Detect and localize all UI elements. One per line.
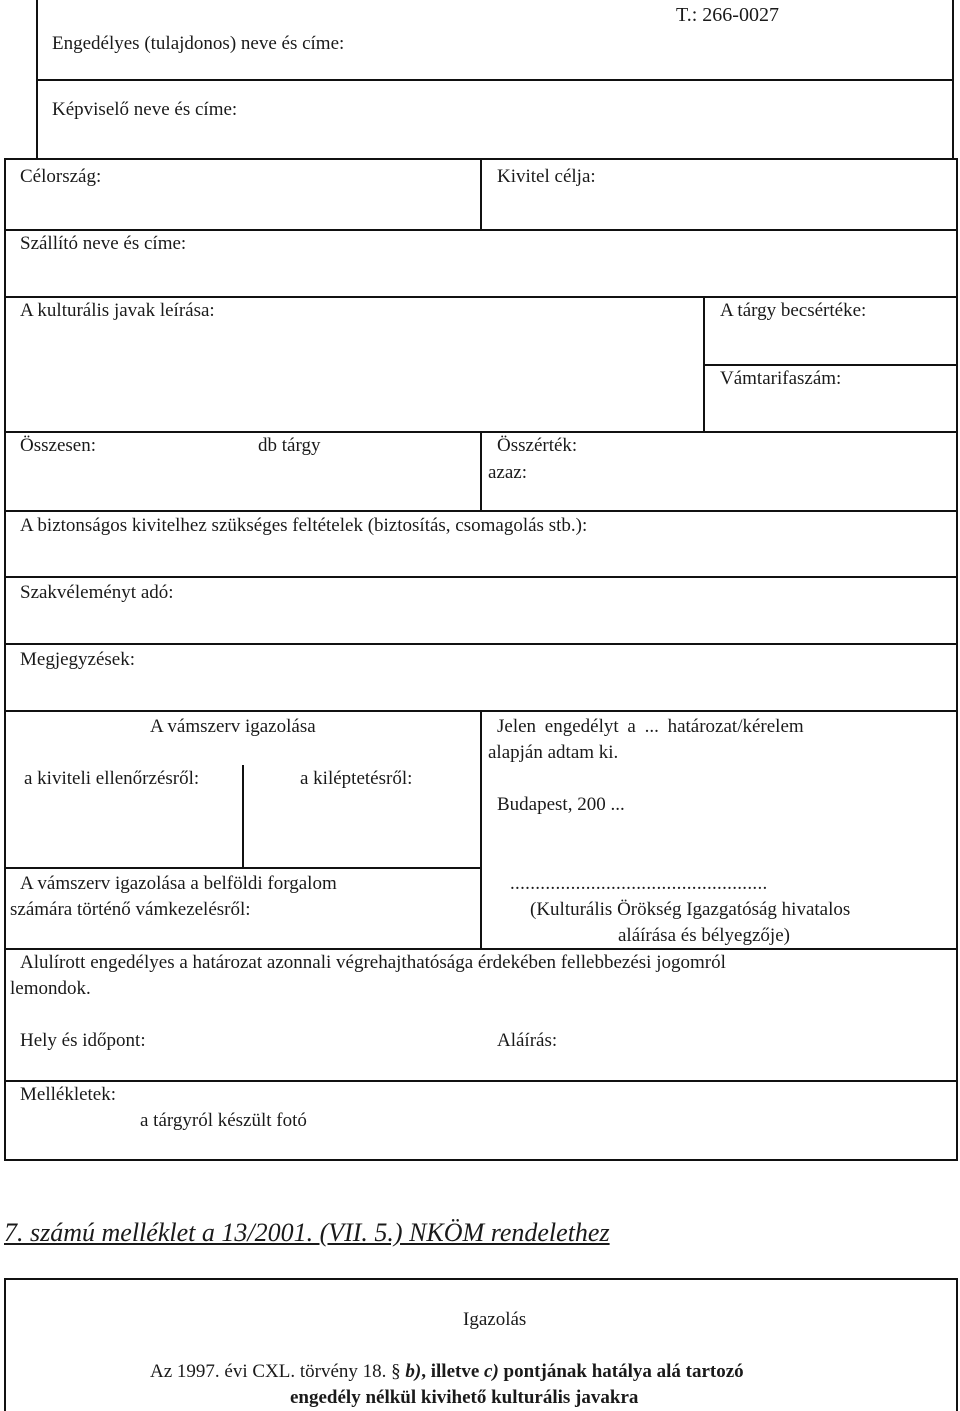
waiver-line-2: lemondok. [10,978,91,999]
total-label: Összesen: [20,435,96,456]
description-label: A kulturális javak leírása: [20,300,215,321]
law-reference: Az 1997. évi CXL. törvény 18. § [150,1361,406,1382]
row-divider-11 [4,948,958,950]
point-b: b) [405,1361,422,1382]
border-right-main [956,158,958,1161]
row-divider-3 [4,229,958,231]
col-divider-customs [480,710,482,950]
row-divider-12 [4,1080,958,1082]
export-check-label: a kiviteli ellenőrzésről: [24,768,200,789]
export-purpose-label: Kivitel célja: [497,166,596,187]
carrier-label: Szállító neve és címe: [20,233,187,254]
annex-law-line-1 [150,1361,744,1383]
annex-cert-title: Igazolás [463,1309,527,1330]
row-divider-7 [4,576,958,578]
law-conjunction: , illetve [421,1361,485,1382]
domestic-cert-line-2: számára történő vámkezelésről: [10,899,251,920]
expert-label: Szakvéleményt adó: [20,582,174,603]
col-divider-destination [480,158,482,230]
row-divider-10 [4,867,482,869]
place-time-label: Hely és időpont: [20,1030,146,1051]
customs-code-label: Vámtarifaszám: [720,368,842,389]
annex-box-left [4,1278,6,1411]
licensee-label: Engedélyes (tulajdonos) neve és címe: [52,33,345,54]
signature-caption-1: (Kulturális Örökség Igazgatóság hivatalos [530,899,851,920]
representative-label: Képviselő neve és címe: [52,99,238,120]
signature-caption-2: aláírása és bélyegzője) [618,925,790,946]
border-bottom-main [4,1159,958,1161]
pieces-label: db tárgy [258,435,321,456]
attachments-label: Mellékletek: [20,1084,117,1105]
safety-conditions-label: A biztonságos kivitelhez szükséges feltételek (biztosítás, csomagolás stb.): [20,515,588,536]
phone-number: T.: 266-0027 [676,4,779,26]
exit-label: a kiléptetésről: [300,768,413,789]
law-scope: pontjának hatálya alá tartozó [498,1361,744,1382]
that-is-label: azaz: [488,462,528,483]
annex-heading: 7. számú melléklet a 13/2001. (VII. 5.) NKÖM rendelethez [4,1218,610,1247]
signature-label: Aláírás: [497,1030,558,1051]
annex-box-right [956,1278,958,1411]
waiver-line-1: Alulírott engedélyes a határozat azonnali végrehajthatósága érdekében fellebbezési jogomról [20,952,726,973]
attachment-item: a tárgyról készült fotó [140,1110,307,1131]
row-divider-4 [4,296,958,298]
domestic-cert-line-1: A vámszerv igazolása a belföldi forgalom [20,873,337,894]
destination-label: Célország: [20,166,102,187]
annex-box-top [4,1278,958,1280]
customs-cert-title: A vámszerv igazolása [150,716,316,737]
estimated-value-label: A tárgy becsértéke: [720,300,867,321]
signature-dots: ................................................... [510,873,768,894]
point-c: c) [484,1361,499,1382]
border-left-main [4,158,6,1161]
row-divider-1 [36,79,954,81]
row-divider-8 [4,643,958,645]
annex-law-line-2: engedély nélkül kivihető kulturális javakra [290,1387,639,1408]
row-divider-6 [4,510,958,512]
remarks-label: Megjegyzések: [20,649,136,670]
issued-line-1: Jelen engedélyt a ... határozat/kérelem [497,716,804,737]
col-divider-total [480,431,482,511]
place-date: Budapest, 200 ... [497,794,625,815]
col-divider-exit [242,765,244,869]
row-divider-value [703,364,958,366]
total-value-label: Összérték: [497,435,578,456]
issued-line-2: alapján adtam ki. [488,742,619,763]
